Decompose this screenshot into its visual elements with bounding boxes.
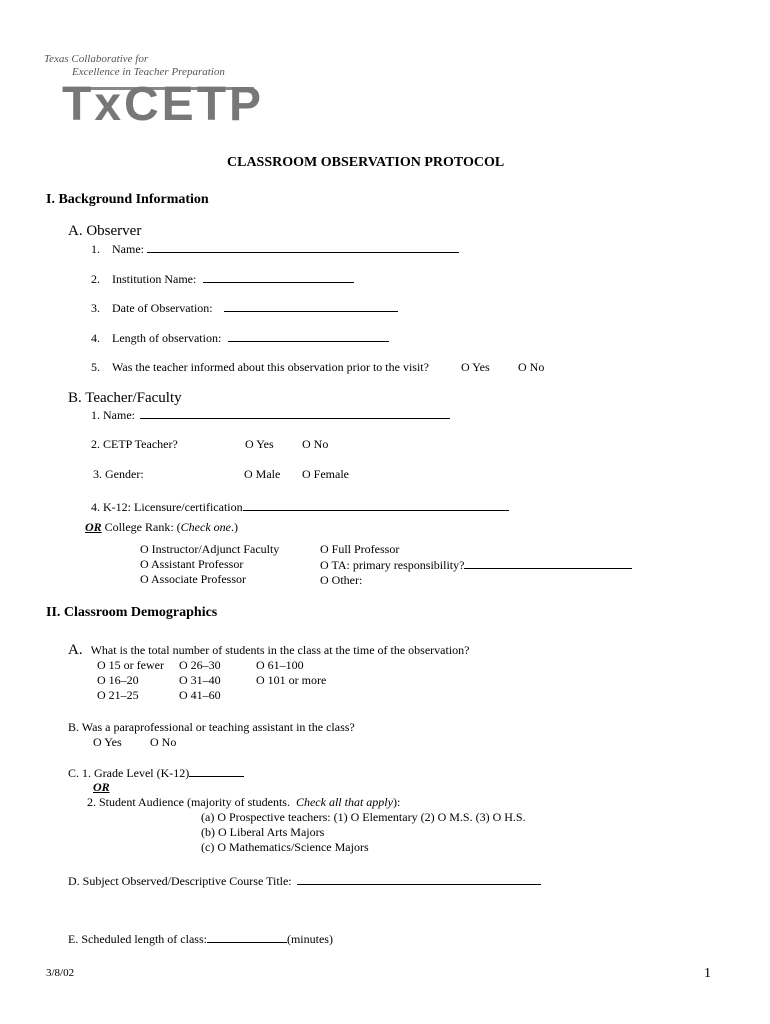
cetp-label: 2. CETP Teacher? <box>91 437 178 451</box>
class-length-label: E. Scheduled length of class: <box>68 932 207 946</box>
q-number: 2. <box>91 272 100 286</box>
students-option[interactable]: O 15 or fewer <box>97 658 164 672</box>
rank-associate-option[interactable]: O Associate Professor <box>140 572 246 586</box>
teacher-name-row <box>91 407 450 423</box>
college-rank-row <box>85 520 238 535</box>
footer-date: 3/8/02 <box>46 967 75 979</box>
or-label: OR <box>93 780 110 794</box>
date-label: Date of Observation: <box>112 301 213 315</box>
informed-yes-option[interactable]: O Yes <box>461 360 490 374</box>
q-number: 3. <box>91 301 100 315</box>
observer-name-label: Name: <box>112 242 144 256</box>
section-1-heading: I. Background Information <box>46 192 209 207</box>
students-option[interactable]: O 61–100 <box>256 658 304 672</box>
gender-male-option[interactable]: O Male <box>244 467 281 481</box>
txcetp-logo <box>42 47 265 137</box>
rank-assistant-option[interactable]: O Assistant Professor <box>140 557 244 571</box>
length-label: Length of observation: <box>112 331 222 345</box>
gender-female-option[interactable]: O Female <box>302 467 349 481</box>
q-number: 4. <box>91 331 100 345</box>
class-length-row <box>68 931 333 947</box>
college-rank-instruction: Check one <box>180 520 231 534</box>
date-field[interactable] <box>224 300 398 312</box>
q-number: 1. <box>91 242 100 256</box>
students-option[interactable]: O 101 or more <box>256 673 327 687</box>
college-rank-label: College Rank: ( <box>104 520 181 534</box>
students-option[interactable]: O 16–20 <box>97 673 139 687</box>
class-length-units: (minutes) <box>286 932 333 946</box>
observer-name-row <box>91 241 459 257</box>
students-option[interactable]: O 31–40 <box>179 673 221 687</box>
page-number: 1 <box>704 966 711 981</box>
class-length-field[interactable] <box>207 931 287 943</box>
rank-ta-option[interactable]: O TA: primary responsibility? <box>320 558 465 572</box>
logo-line-2: Excellence in Teacher Preparation <box>72 66 225 78</box>
rank-column-2 <box>320 542 632 588</box>
institution-row <box>91 271 354 287</box>
audience-row <box>87 795 400 810</box>
licensure-row <box>91 499 509 515</box>
informed-row <box>91 360 429 375</box>
length-field[interactable] <box>228 330 389 342</box>
licensure-field[interactable] <box>243 499 509 511</box>
grade-level-label: C. 1. Grade Level (K-12) <box>68 766 190 780</box>
informed-no-option[interactable]: O No <box>518 360 545 374</box>
paraprofessional-question: B. Was a paraprofessional or teaching assistant in the class? <box>68 720 355 734</box>
audience-liberal-arts-option[interactable]: (b) O Liberal Arts Majors <box>201 825 325 839</box>
logo-line-1: Texas Collaborative for <box>44 53 149 65</box>
rank-full-option[interactable]: O Full Professor <box>320 542 400 556</box>
q-number: 5. <box>91 360 100 374</box>
students-column-2 <box>179 658 221 703</box>
students-option[interactable]: O 26–30 <box>179 658 221 672</box>
cetp-no-option[interactable]: O No <box>302 437 329 451</box>
rank-instructor-option[interactable]: O Instructor/Adjunct Faculty <box>140 542 280 556</box>
or-label: OR <box>85 520 102 534</box>
students-question-text: What is the total number of students in the class at the time of the observation? <box>90 643 470 657</box>
audience-close: ): <box>392 795 401 809</box>
students-option[interactable]: O 21–25 <box>97 688 139 702</box>
audience-instruction: Check all that apply <box>295 795 393 809</box>
ta-responsibility-field[interactable] <box>464 557 632 569</box>
cetp-yes-option[interactable]: O Yes <box>245 437 274 451</box>
teacher-heading: B. Teacher/Faculty <box>68 390 182 406</box>
students-question <box>68 642 470 659</box>
teacher-name-field[interactable] <box>140 407 450 419</box>
paraprofessional-no-option[interactable]: O No <box>150 735 177 749</box>
grade-level-row <box>68 765 244 781</box>
observer-name-field[interactable] <box>147 241 459 253</box>
subject-label: D. Subject Observed/Descriptive Course Title: <box>68 874 292 888</box>
page-title: CLASSROOM OBSERVATION PROTOCOL <box>227 155 505 170</box>
students-column-1 <box>97 658 164 703</box>
audience-options <box>201 810 526 855</box>
grade-level-field[interactable] <box>189 765 244 777</box>
informed-label: Was the teacher informed about this observation prior to the visit? <box>112 360 429 374</box>
audience-prospective-teachers-option[interactable]: (a) O Prospective teachers: (1) O Elementary (2) O M.S. (3) O H.S. <box>201 810 526 824</box>
teacher-name-label: 1. Name: <box>91 408 135 422</box>
paraprofessional-yes-option[interactable]: O Yes <box>93 735 122 749</box>
rank-other-option[interactable]: O Other: <box>320 573 363 587</box>
rank-ta-row <box>320 557 632 573</box>
date-row <box>91 300 398 316</box>
subject-row <box>68 873 541 889</box>
audience-math-science-option[interactable]: (c) O Mathematics/Science Majors <box>201 840 369 854</box>
gender-label: 3. Gender: <box>93 467 144 481</box>
section-2-heading: II. Classroom Demographics <box>46 605 218 620</box>
length-row <box>91 330 389 346</box>
licensure-label: 4. K-12: Licensure/certification <box>91 500 243 514</box>
logo-mark: TxCETP <box>62 78 265 131</box>
audience-label: 2. Student Audience (majority of students. <box>87 795 290 809</box>
college-rank-close: .) <box>230 520 238 534</box>
q-letter: A. <box>68 642 83 658</box>
subject-field[interactable] <box>297 873 541 885</box>
observer-heading: A. Observer <box>68 223 142 239</box>
students-option[interactable]: O 41–60 <box>179 688 221 702</box>
institution-field[interactable] <box>203 271 354 283</box>
institution-label: Institution Name: <box>112 272 197 286</box>
students-column-3 <box>256 658 326 688</box>
rank-column-1 <box>140 542 279 587</box>
